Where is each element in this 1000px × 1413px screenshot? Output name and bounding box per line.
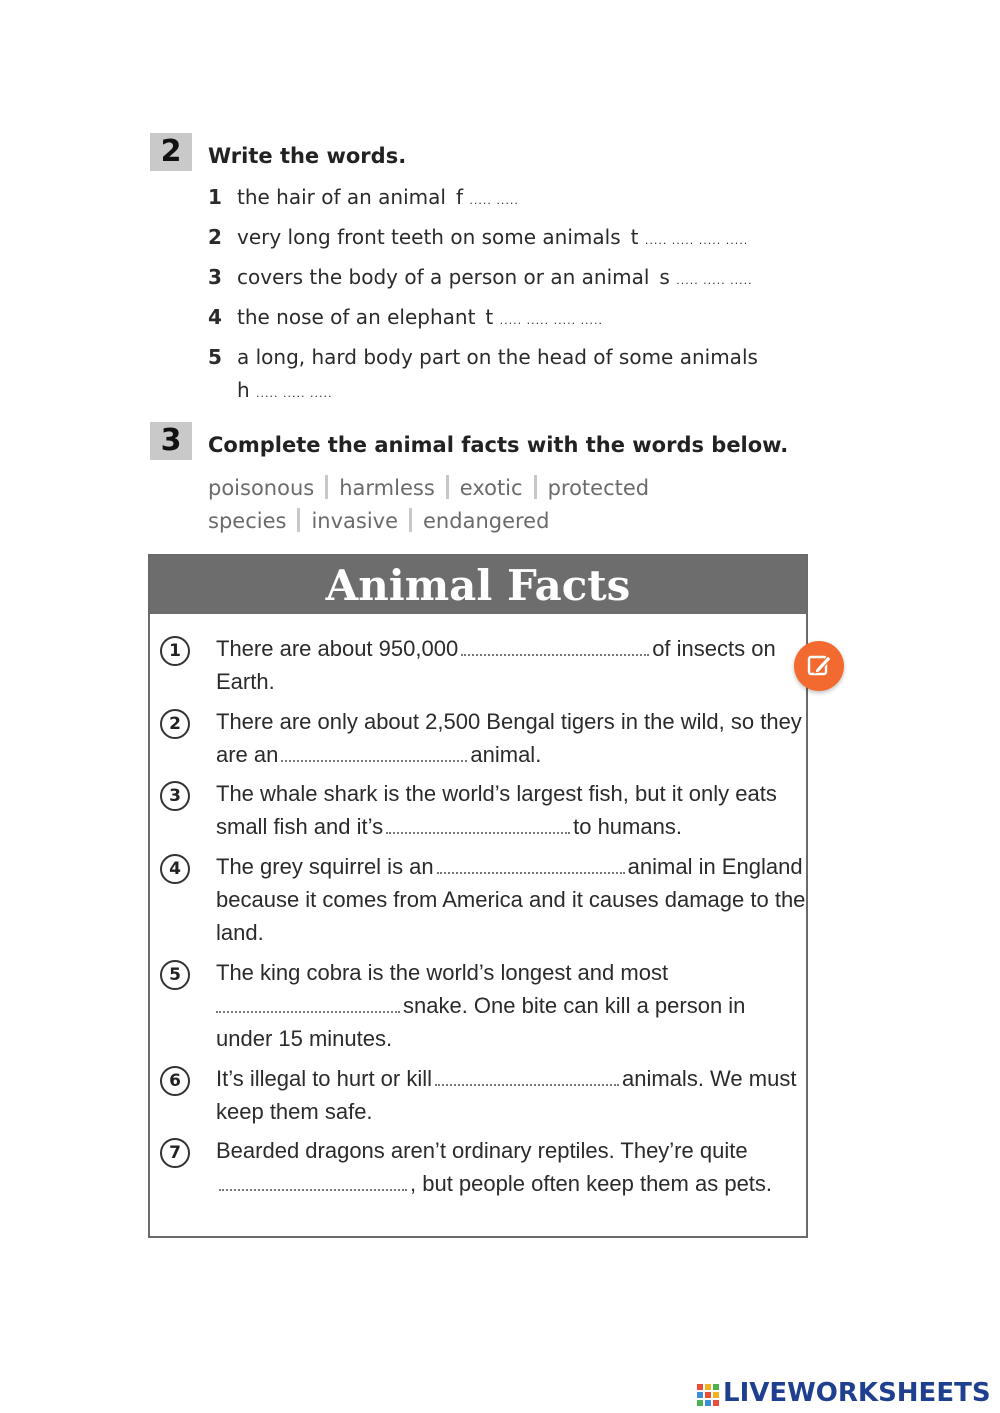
word-separator bbox=[325, 475, 328, 499]
word-bank-row bbox=[208, 508, 549, 533]
animal-facts-title: Animal Facts bbox=[150, 556, 806, 614]
item-text: the nose of an elephant bbox=[237, 305, 476, 329]
answer-dots[interactable]: ..... ..... ..... bbox=[256, 387, 333, 400]
fact-text-before: Bearded dragons aren’t ordinary reptiles. They’re quite bbox=[216, 1138, 748, 1163]
item-start-letter: f bbox=[455, 185, 464, 209]
fact-number: 2 bbox=[160, 709, 190, 739]
answer-blank[interactable] bbox=[386, 818, 570, 834]
exercise-2-item bbox=[208, 225, 748, 249]
word-separator bbox=[446, 475, 449, 499]
word-bank-word: poisonous bbox=[208, 476, 315, 500]
exercise-2-item bbox=[208, 265, 753, 289]
fact-text-before: The king cobra is the world’s longest and most bbox=[216, 960, 669, 985]
word-separator bbox=[297, 508, 300, 532]
answer-blank[interactable] bbox=[437, 858, 625, 874]
item-number: 1 bbox=[208, 185, 222, 209]
answer-dots[interactable]: ..... ..... ..... bbox=[676, 274, 753, 287]
answer-blank[interactable] bbox=[435, 1070, 619, 1086]
answer-dots[interactable]: ..... ..... ..... ..... bbox=[644, 234, 749, 247]
exercise-2-item bbox=[208, 185, 519, 209]
fact-number: 1 bbox=[160, 636, 190, 666]
exercise-3-number: 3 bbox=[150, 422, 192, 460]
word-bank-word: harmless bbox=[339, 476, 435, 500]
exercise-2-item-continuation bbox=[237, 378, 333, 402]
fact-text-before: The whale shark is the world’s largest fish, but it only eats small fish and it’s bbox=[216, 781, 777, 839]
exercise-3-title: Complete the animal facts with the words below. bbox=[208, 433, 789, 457]
fact-text-before: The grey squirrel is an bbox=[216, 854, 434, 879]
word-separator bbox=[409, 508, 412, 532]
exercise-2-number: 2 bbox=[150, 133, 192, 171]
fact-text-after: snake. One bite can kill a person in under 15 minutes. bbox=[216, 993, 746, 1051]
logo-grid-icon bbox=[697, 1384, 719, 1406]
fact-text-before: There are only about 2,500 Bengal tigers in the wild, so they are an bbox=[216, 709, 802, 767]
item-start-letter: t bbox=[485, 305, 494, 329]
fact-text-after: animals. We must keep them safe. bbox=[216, 1066, 797, 1124]
item-number: 3 bbox=[208, 265, 222, 289]
pencil-edit-icon bbox=[794, 641, 844, 691]
fact-text bbox=[216, 777, 806, 843]
item-text: very long front teeth on some animals bbox=[237, 225, 621, 249]
word-separator bbox=[534, 475, 537, 499]
item-number: 2 bbox=[208, 225, 222, 249]
fact-number: 7 bbox=[160, 1138, 190, 1168]
fact-number: 6 bbox=[160, 1066, 190, 1096]
exercise-2-title: Write the words. bbox=[208, 144, 407, 168]
word-bank-word: invasive bbox=[311, 509, 399, 533]
item-number: 5 bbox=[208, 345, 222, 369]
logo-text: LIVEWORKSHEETS bbox=[723, 1378, 991, 1408]
fact-text bbox=[216, 956, 806, 1055]
fact-text bbox=[216, 1062, 806, 1128]
edit-button[interactable] bbox=[794, 641, 844, 691]
answer-blank[interactable] bbox=[461, 640, 649, 656]
item-number: 4 bbox=[208, 305, 222, 329]
fact-text-after: to humans. bbox=[573, 814, 682, 839]
animal-facts-box bbox=[148, 554, 808, 1238]
answer-blank[interactable] bbox=[219, 1175, 407, 1191]
word-bank-word: protected bbox=[547, 476, 650, 500]
item-text: a long, hard body part on the head of some animals bbox=[237, 345, 758, 369]
item-start-letter: s bbox=[659, 265, 670, 289]
fact-text-after: animal. bbox=[470, 742, 542, 767]
fact-text bbox=[216, 1134, 806, 1200]
answer-blank[interactable] bbox=[216, 997, 400, 1013]
fact-text bbox=[216, 850, 806, 949]
word-bank-word: exotic bbox=[459, 476, 523, 500]
fact-number: 5 bbox=[160, 960, 190, 990]
fact-text-before: There are about 950,000 bbox=[216, 636, 459, 661]
exercise-2-item bbox=[208, 305, 603, 329]
fact-text-after: of insects on Earth. bbox=[216, 636, 776, 694]
answer-blank[interactable] bbox=[281, 746, 467, 762]
item-start-letter: h bbox=[237, 378, 250, 402]
fact-text-before: It’s illegal to hurt or kill bbox=[216, 1066, 433, 1091]
fact-text-after: , but people often keep them as pets. bbox=[410, 1171, 773, 1196]
exercise-2-item bbox=[208, 345, 758, 369]
answer-dots[interactable]: ..... ..... ..... ..... bbox=[499, 314, 604, 327]
fact-number: 4 bbox=[160, 854, 190, 884]
item-text: covers the body of a person or an animal bbox=[237, 265, 650, 289]
item-text: the hair of an animal bbox=[237, 185, 446, 209]
item-start-letter: t bbox=[630, 225, 639, 249]
fact-text bbox=[216, 705, 806, 771]
word-bank-word: endangered bbox=[423, 509, 550, 533]
word-bank-word: species bbox=[208, 509, 287, 533]
fact-number: 3 bbox=[160, 781, 190, 811]
fact-text-after: animal in England because it comes from America and it causes damage to the land. bbox=[216, 854, 806, 945]
answer-dots[interactable]: ..... ..... bbox=[469, 194, 519, 207]
word-bank-row bbox=[208, 475, 649, 500]
fact-text bbox=[216, 632, 806, 698]
